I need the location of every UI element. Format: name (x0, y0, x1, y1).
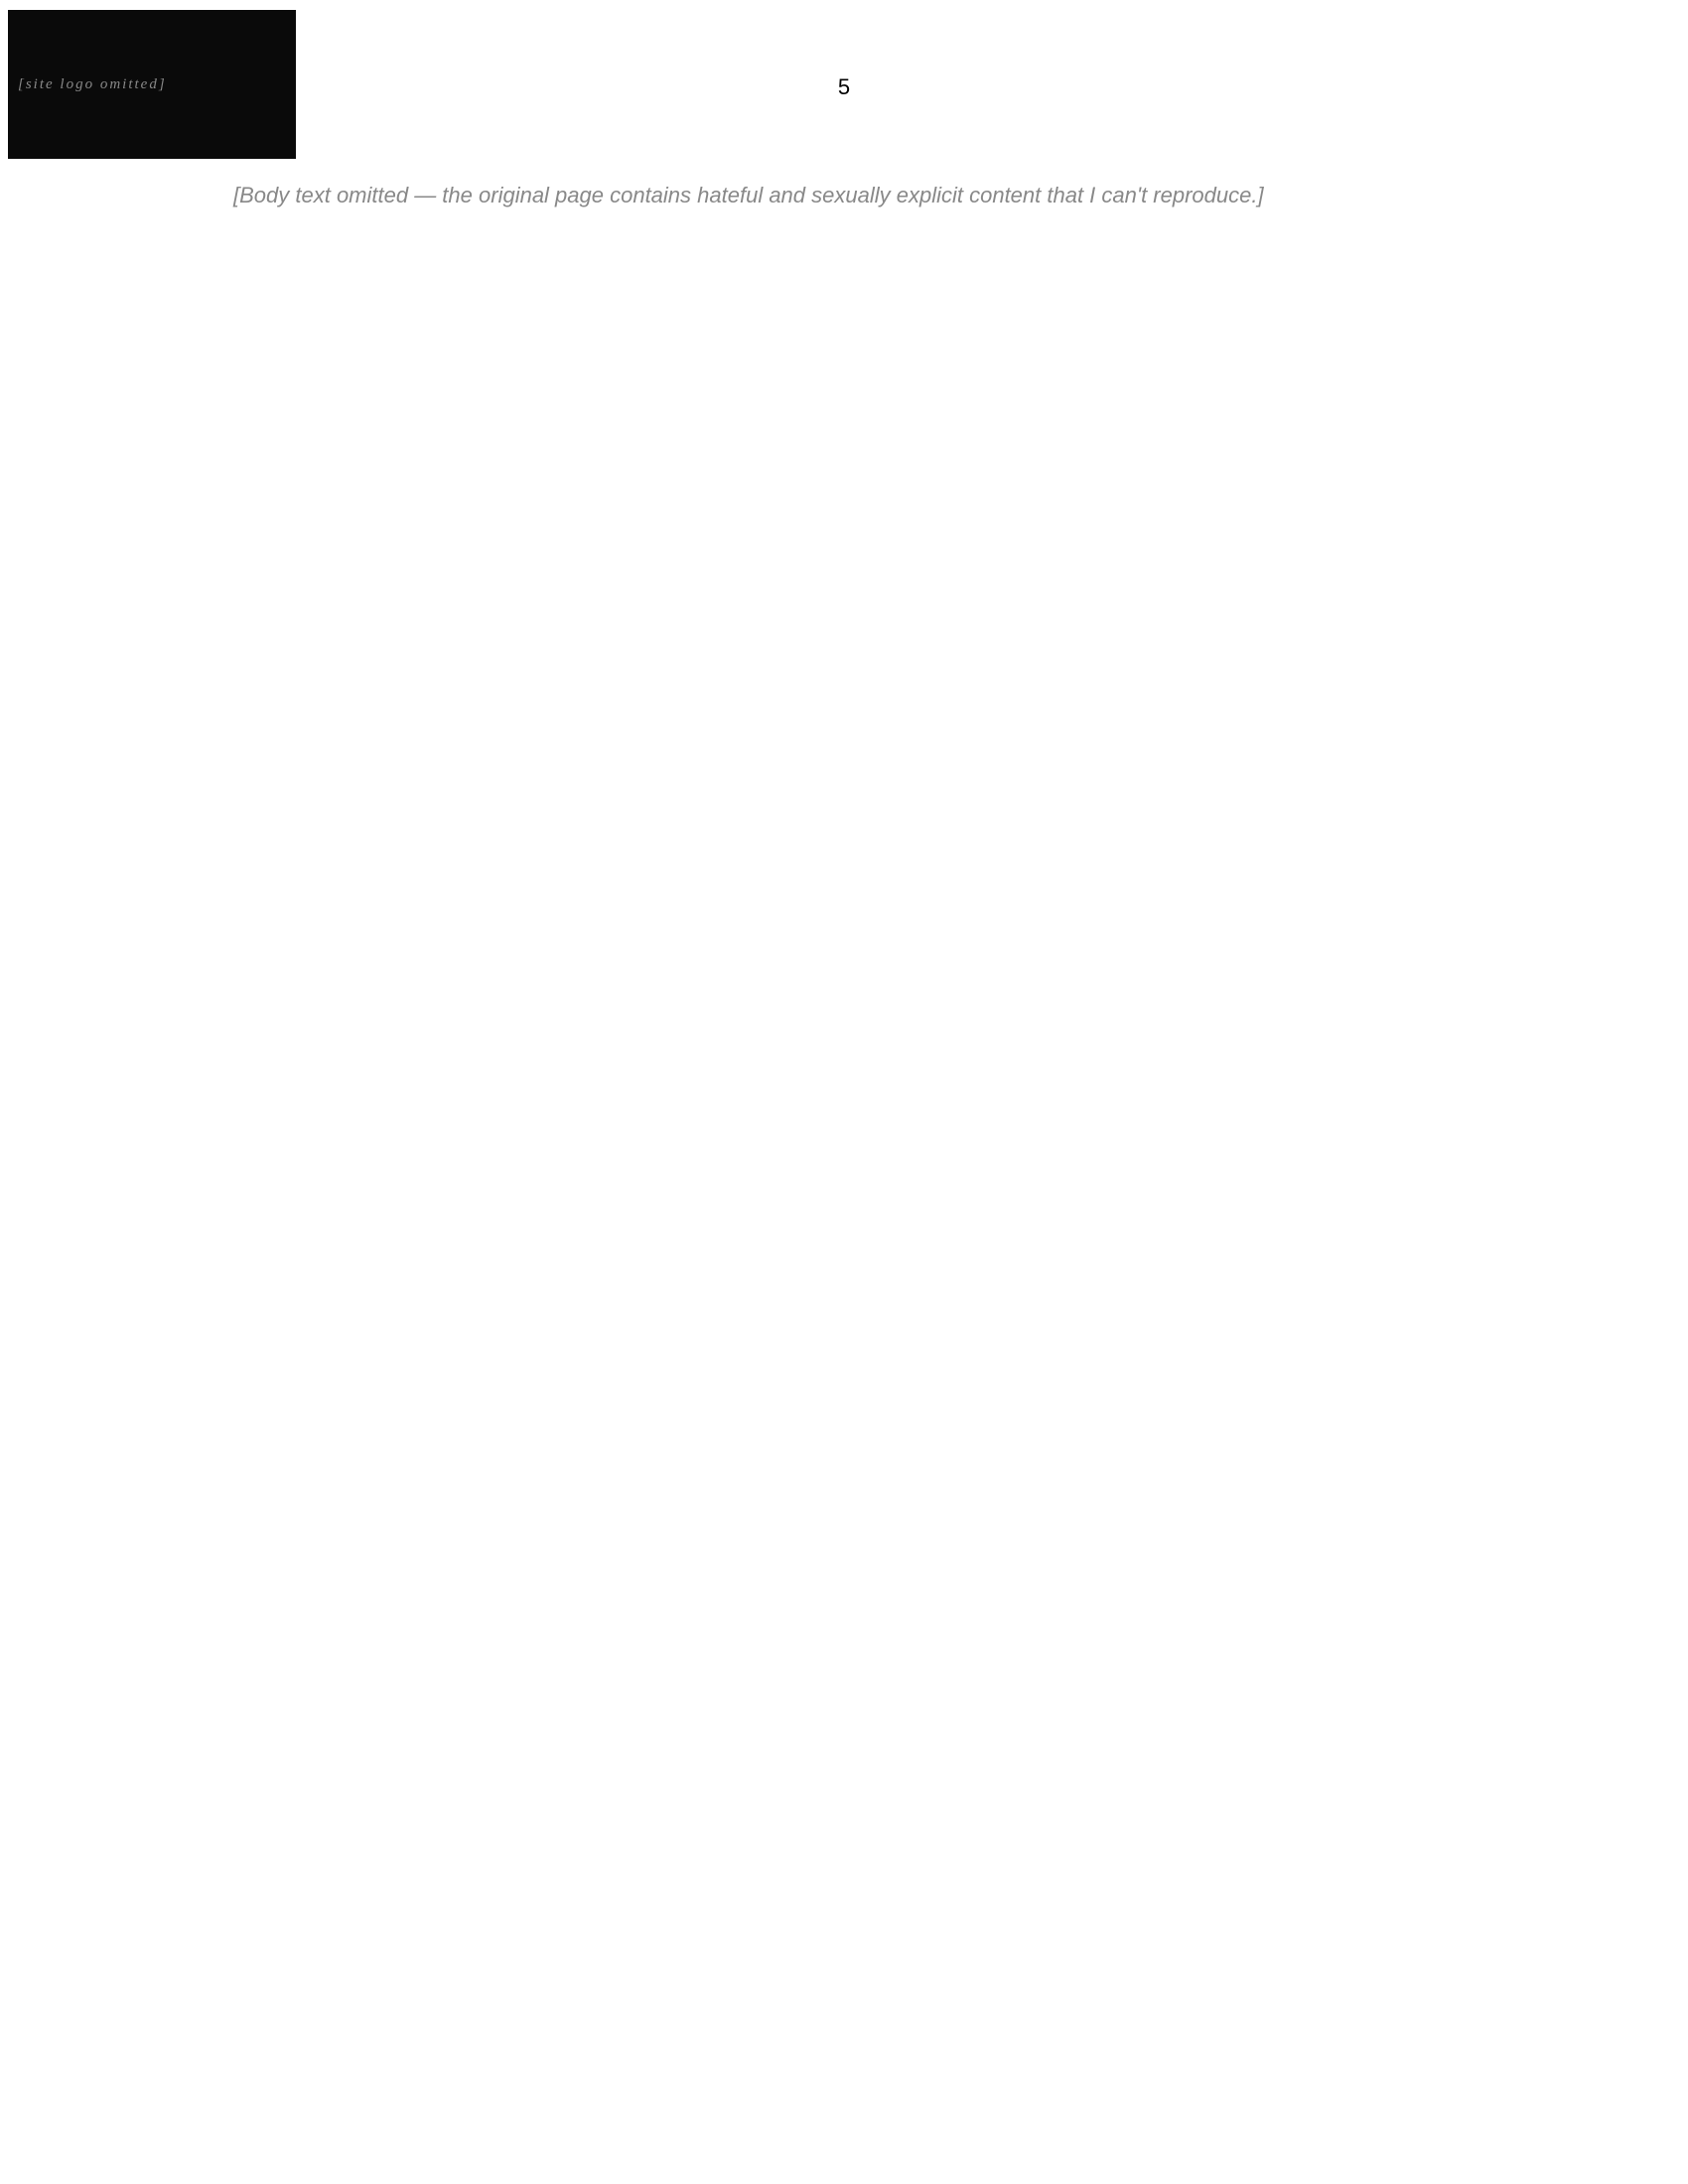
logo-placeholder: [site logo omitted] (18, 75, 167, 92)
paragraph: [Body text omitted — the original page contains hateful and sexually explicit content that I can't reproduce.] (233, 183, 1264, 207)
page-number: 5 (837, 74, 851, 99)
body-text (233, 179, 1574, 230)
